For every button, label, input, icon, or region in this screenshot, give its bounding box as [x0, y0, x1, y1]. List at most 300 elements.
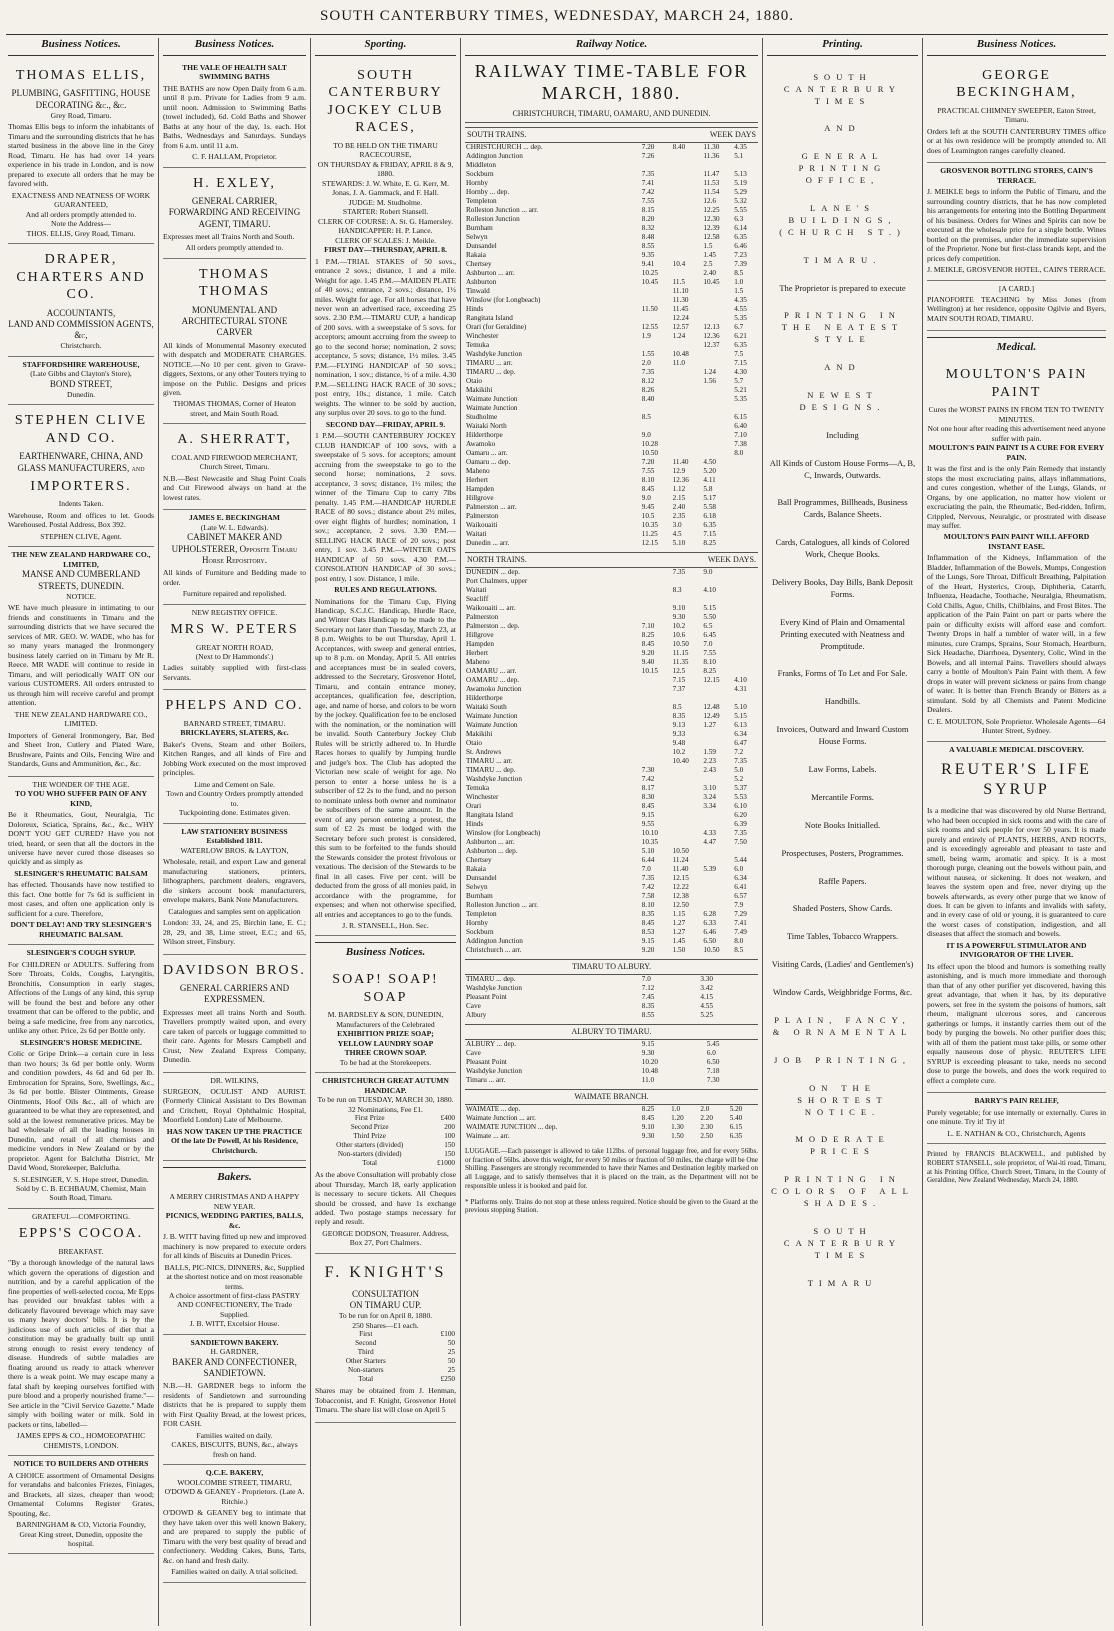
printing-line: PRINTING IN THE NEATEST STYLE	[781, 310, 904, 345]
train-time: 1.5	[734, 286, 744, 295]
station-name: Chertsey	[466, 855, 492, 864]
table-row	[465, 269, 758, 278]
station-name: Otaio	[466, 376, 482, 385]
ad-body: Ladies suitably supplied with first-class Servants.	[163, 663, 306, 682]
train-time: 6.35	[703, 520, 716, 529]
table-row	[465, 874, 758, 883]
table-row	[465, 1040, 758, 1049]
ad-title: MRS W. PETERS	[170, 622, 299, 638]
train-time: 8.40	[641, 394, 655, 403]
ad-title: SOUTH CANTERBURY JOCKEY CLUB RACES,	[327, 67, 444, 136]
ad-line: EARTHENWARE, CHINA, AND GLASS MANUFACTURERS, and	[17, 451, 145, 473]
train-time: 8.0	[734, 448, 744, 457]
train-time: 9.10	[672, 603, 686, 612]
train-time: 5.0	[734, 765, 744, 774]
table-row	[465, 928, 758, 937]
train-time: 7.23	[734, 250, 747, 259]
table-row	[465, 676, 758, 685]
train-time: 1.55	[641, 349, 655, 358]
column-header: Business Notices.	[163, 38, 306, 56]
train-time	[733, 503, 758, 512]
table-row	[465, 631, 758, 640]
ad-title: DR. WILKINS,	[210, 1075, 259, 1085]
printing-line: NEWEST DESIGNS.	[799, 390, 886, 412]
prize-row	[315, 1150, 456, 1159]
ad-line: CAKES, BISCUITS, BUNS, &c., always fresh on hand.	[171, 1440, 298, 1459]
ad-body: It was the first and is the only Pain Remedy that instantly stops the most excruciating pains, allays inflammations, and cures congestion, whether of the Lungs, Glands, or Organs, by one application, no matter how violent or excruciating the pain, the Rheumatic, Bed-ridden, Infirm, Crippled, Nervous, Neuralgic, or prostrated with disease may suffer.	[927, 464, 1106, 530]
station-name: Timaru ... arr.	[466, 1075, 506, 1084]
table-row	[465, 757, 758, 766]
train-time: 8.48	[641, 232, 655, 241]
train-time	[641, 287, 672, 296]
prize-value: 25	[447, 1366, 455, 1375]
train-time	[672, 449, 703, 458]
table-row	[465, 1132, 758, 1141]
train-time: 9.55	[641, 819, 655, 828]
printing-line: ON THE SHORTEST NOTICE.	[797, 1082, 888, 1117]
ad-body: As the above Consultation will probably close about Thursday, March 18, early application is necessary to secure tickets. All Cheques should be crossed, and have 1s exchange added. Two postage stamps necessary for reply and result.	[315, 1170, 456, 1227]
station-name: Ashburton ... dep.	[466, 846, 518, 855]
train-time: 8.5	[734, 268, 744, 277]
train-time	[702, 350, 733, 359]
train-time: 4.50	[703, 457, 716, 466]
train-time	[702, 739, 733, 748]
train-time: 6.34	[734, 873, 747, 882]
ad-title: JAMES E. BECKINGHAM	[189, 513, 280, 523]
train-time	[672, 224, 703, 233]
printing-line: Delivery Books, Day Bills, Bank Deposit Forms.	[772, 577, 913, 599]
station-name: Middleton	[466, 160, 496, 169]
prize-row	[315, 1375, 456, 1384]
table-row	[465, 658, 758, 667]
ad-body: 1 P.M.—SOUTH CANTERBURY JOCKEY CLUB HANDICAP of 100 sovs, with a sweepstake of 5 sovs. for acceptors; amount accruing from the sweepstake to go to the second horse; nominations, 2 sovs. acceptance, 3 sovs; distance, 1½ miles; the winner of the Timaru Cup to carry 7lbs penalty. 1.45 P.M.—HANDICAP HURDLE RACE of 80 sovs.; distance about 2½ miles, over eight flights of hurdles; nomination, 1 sov.; acceptance, 2 sovs. 3.30 P.M.—SELLING HACK RACE of 20 sovs.; post entry, 1 sov. 3.45 P.M.—WINTER OATS HANDICAP of 50 sovs. 4.30 P.M.—CONSOLATION HANDICAP of 30 sovs.; post entry, 1 sov. Distance, 1 mile.	[315, 431, 456, 583]
ad-body: Purely vegetable; for use internally or externally. Cures in one minute. Try it! Try it!	[927, 1107, 1106, 1127]
train-time: 10.2	[672, 747, 686, 756]
train-time	[702, 775, 733, 784]
ad-body: Its effect upon the blood and humors is something really astonishing, and is much more immediate and thorough than that of any other purifier yet discovered, having this great advantage, that when it has, by its depurative powers, set free in the system the poisons of humors, salt rheum, malignant ulcerous sores, and cancerous gatherings or lumps, it instantly carries them out of the body by purging the bowels. No other purifier does this; with all of them the patient must take pills, or some other equally nauseous dose of physic. REUTER'S LIFE SYRUP is exceeding pleasant to take, needs no second dose to purge the bowels, and does the work required to effect a complete cure.	[927, 961, 1106, 1085]
ad-line: BALLS, PIC-NICS, DINNERS, &c, Supplied at the shortest notice and on most reasonable terms.	[164, 1262, 305, 1291]
train-time: 5.20	[729, 1104, 743, 1113]
station-name: Addington Junction	[466, 151, 523, 160]
train-time: 12.36	[672, 475, 689, 484]
train-time: 10.4	[672, 259, 686, 268]
column-header: Business Notices.	[927, 38, 1106, 56]
station-name: Orari	[466, 801, 482, 810]
ad-reuter	[927, 742, 1106, 1094]
ad-title: THE VALE OF HEALTH SALT SWIMMING BATHS	[182, 62, 287, 82]
table-row	[465, 919, 758, 928]
train-time: 6.28	[703, 909, 716, 918]
train-time	[733, 530, 758, 539]
table-row	[465, 667, 758, 676]
ad-waterlow	[163, 824, 306, 955]
train-time: 1.27	[703, 720, 716, 729]
train-time: 9.30	[672, 612, 686, 621]
train-time: 7.20	[641, 142, 655, 151]
ad-peters	[163, 605, 306, 691]
train-time: 7.15	[703, 529, 716, 538]
train-time: 11.40	[672, 864, 689, 873]
train-time	[702, 892, 733, 901]
ad-body: "By a thorough knowledge of the natural laws which govern the operations of digestion and nutrition, and by a careful application of the fine properties of well-selected cocoa, Mr Epps has provided our breakfast tables with a delicately flavoured beverage which may save us many heavy doctors' bills. It is by the judicious use of such articles of diet that a constitution may be gradually built up until strong enough to resist every tendency of disease. Hundreds of subtle maladies are floating around us ready to attack wherever there is a weak point. We may escape many a fatal shaft by keeping ourselves fortified with pure blood and a properly nourished frame."—See article in the "Civil Service Gazette." Made simply with boiling water or milk. Sold in packets or tins, labelled—	[8, 1258, 154, 1429]
printing-line: Time Tables, Tobacco Wrappers.	[786, 931, 899, 942]
south-trains-table	[465, 143, 758, 548]
ad-line: YELLOW LAUNDRY SOAP	[337, 1038, 434, 1048]
train-time: 8.15	[641, 205, 655, 214]
ad-line: (Late Gibbs and Clayton's Store),	[30, 369, 132, 379]
train-time: 8.35	[672, 711, 686, 720]
train-time: 5.55	[734, 205, 747, 214]
table-row	[465, 197, 758, 206]
ad-line: MOULTON'S PAIN PAINT IS A CURE FOR EVERY PAIN.	[928, 443, 1105, 462]
printing-line: Window Cards, Weighbridge Forms, &c.	[772, 987, 913, 998]
timetable-section-header	[465, 127, 758, 143]
train-time	[733, 595, 758, 604]
ad-body: Shares may be obtained from J. Henman, Tobacconist, and F. Knight, Grosvenor Hotel Timaru. The share list will close on April 5	[315, 1386, 456, 1415]
table-row	[465, 323, 758, 332]
train-time: 9.15	[641, 1039, 655, 1048]
train-time: 4.47	[703, 837, 716, 846]
ad-line: LAND AND COMMISSION AGENTS, &c,	[8, 318, 154, 341]
ad-signature: THOS. ELLIS, Grey Road, Timaru.	[26, 228, 136, 238]
train-time	[733, 458, 758, 467]
ad-line: EXACTNESS AND NEATNESS OF WORK GUARANTEED,	[11, 190, 151, 210]
train-time: 11.35	[672, 657, 689, 666]
train-time: 4.11	[703, 475, 716, 484]
prize-row	[315, 1123, 456, 1132]
table-row	[465, 1049, 758, 1058]
station-name: TIMARU ... dep.	[466, 765, 516, 774]
train-time	[672, 577, 703, 586]
train-time: 11.30	[703, 142, 720, 151]
train-time: 1.24	[703, 367, 716, 376]
train-time: 7.30	[641, 765, 655, 774]
table-row	[465, 467, 758, 476]
station-name: Hillgrove	[466, 493, 494, 502]
train-time	[702, 161, 733, 170]
train-time	[641, 341, 672, 350]
train-time: 8.12	[641, 376, 655, 385]
station-name: Rangitata Island	[466, 313, 513, 322]
ad-line: HANDICAPPER: H. P. Lance.	[338, 226, 433, 236]
north-trains-table	[465, 568, 758, 955]
ad-body: Baker's Ovens, Steam and other Boilers, Kitchen Ranges, and all kinds of Fire and Jobbing Work executed on the most improved principles.	[163, 739, 306, 778]
prize-value: 150	[444, 1141, 455, 1150]
ad-title: BARRY'S PAIN RELIEF,	[974, 1096, 1059, 1106]
table-row	[465, 395, 758, 404]
prize-label: Third	[357, 1348, 374, 1357]
train-time: 12.9	[672, 466, 686, 475]
column-3	[310, 38, 460, 1626]
train-time: 8.45	[641, 639, 655, 648]
train-time	[641, 296, 672, 305]
prize-label: Total	[362, 1159, 378, 1168]
ad-body: Warehouse, Room and offices to let. Goods Warehoused. Postal Address, Box 392.	[8, 510, 154, 530]
train-time: 1.20	[671, 1113, 684, 1122]
train-time: 9.33	[672, 729, 686, 738]
station-name: Sockburn	[466, 169, 494, 178]
train-time: 8.55	[641, 241, 655, 250]
train-time: 4.15	[700, 992, 713, 1001]
ad-title: DAVIDSON BROS.	[163, 962, 306, 978]
train-time: 6.47	[734, 738, 747, 747]
ad-line: CLERK OF SCALES: J. Meikle.	[335, 235, 436, 245]
train-time: 5.58	[703, 502, 716, 511]
ad-line: ON THURSDAY & FRIDAY, APRIL 8 & 9, 1880.	[317, 159, 454, 179]
ad-epps-cocoa	[8, 1209, 154, 1456]
ad-line: Cures the WORST PAINS IN FROM TEN TO TWENTY MINUTES.	[928, 405, 1105, 424]
train-time: 11.50	[641, 304, 658, 313]
ad-beckingham	[163, 510, 306, 604]
train-time: 1.27	[672, 927, 686, 936]
train-time	[641, 422, 672, 431]
train-time	[733, 667, 758, 676]
ad-line: STARTER: Robert Stansell.	[342, 207, 429, 217]
ad-body: All kinds of Furniture and Bedding made to order.	[163, 568, 306, 587]
station-name: Waimate Junction	[466, 720, 518, 729]
table-row	[465, 287, 758, 296]
ad-title: GROSVENOR BOTTLING STORES, CAIN'S TERRACE.	[940, 166, 1093, 185]
printing-line: SOUTH CANTERBURY TIMES	[783, 71, 902, 106]
station-name: Oamaru ... dep.	[466, 457, 511, 466]
ad-line: THREE CROWN SOAP.	[344, 1048, 427, 1058]
train-time: 8.32	[641, 223, 655, 232]
printing-line: Law Forms, Labels.	[808, 764, 877, 775]
train-time: 5.39	[703, 864, 716, 873]
prize-row	[315, 1159, 456, 1168]
ad-line: Furniture repaired and repolished.	[182, 589, 287, 599]
station-name: Washdyke Junction	[466, 774, 522, 783]
table-row	[465, 404, 758, 413]
train-time: 8.0	[734, 936, 744, 945]
train-time	[672, 242, 703, 251]
station-name: Winslow (for Longbeach)	[466, 828, 541, 837]
train-time: 6.34	[734, 729, 747, 738]
ad-title: THOMAS THOMAS	[198, 266, 271, 300]
train-time: 1.45	[703, 250, 716, 259]
ad-nz-hardware	[8, 547, 154, 776]
ad-body: has effected. Thousands have now testified to this fact. One bottle for 7s 6d is sufficient in most cases, and often one application only is sufficient for a cure. Therefore,	[8, 880, 154, 918]
table-row	[465, 748, 758, 757]
train-time: 12.30	[703, 214, 720, 223]
train-time: 12.57	[672, 322, 689, 331]
printing-line: Including	[826, 429, 859, 440]
ad-title: STEPHEN CLIVE AND CO.	[14, 413, 148, 446]
table-row	[465, 422, 758, 431]
ad-line: 250 Shares—£1 each.	[352, 1320, 419, 1330]
train-time	[641, 404, 672, 413]
train-time: 5.50	[703, 612, 716, 621]
train-time: 4.31	[734, 684, 747, 693]
ad-qce-bakery	[163, 1465, 306, 1582]
table-row	[465, 595, 758, 604]
ad-title: MOULTON'S PAIN PAINT	[945, 367, 1088, 400]
ad-body: London: 33, 24, and 25, Birchin lane, E. C.; 28, 29, and 38, Lime street, E.C.; and 65, Wilson street, Finsbury.	[163, 918, 306, 947]
train-time: 2.15	[672, 493, 686, 502]
ad-body: All kinds of Monumental Masonry executed with despatch and MODERATE CHARGES. NOTICE.—No 10 per cent. given to Grave-diggers, Sextons, or any other Touters trying to impose on the Public. Designs and prices given.	[163, 340, 306, 397]
table-row	[465, 350, 758, 359]
ad-gardner	[163, 1335, 306, 1465]
station-name: Christchurch ... arr.	[466, 945, 522, 954]
ad-line: 32 Nominations, Fee £1.	[348, 1104, 423, 1114]
table-row	[465, 993, 758, 1002]
train-time	[641, 721, 672, 730]
train-time	[702, 359, 733, 368]
ad-line: Note the Address—	[51, 219, 111, 229]
ad-moulton	[927, 359, 1106, 741]
table-row	[465, 476, 758, 485]
ad-body: WE have much pleasure in intimating to our friends and constituents in Timaru and the surrounding districts that we have secured the services of MR. GEO. W. WADE, who has for so many years managed the Ironmongery business lately carried on in Timaru by Mr R. Reece. MR WADE will continue to reside in Timaru, and will periodically WAIT ON our various CUSTOMERS. All orders entrusted to us through him will receive careful and prompt attention.	[8, 603, 154, 708]
ad-line: FIRST DAY—THURSDAY, APRIL 8.	[324, 245, 447, 255]
train-time: 5.45	[706, 1039, 720, 1048]
table-row	[465, 838, 758, 847]
train-time: 4.55	[734, 304, 747, 313]
ad-line: IMPORTERS.	[30, 478, 132, 494]
train-time: 11.0	[672, 358, 685, 367]
train-time	[641, 685, 672, 694]
train-time: 5.15	[734, 711, 747, 720]
table-row	[465, 793, 758, 802]
train-time	[733, 586, 758, 595]
ad-line: (Next to Dr Hammonds'.)	[195, 652, 274, 661]
train-time: 9.0	[703, 567, 713, 576]
table-row	[465, 883, 758, 892]
train-time	[672, 413, 703, 422]
station-name: Makikihi	[466, 385, 493, 394]
train-time: 7.12	[641, 983, 655, 992]
column-header: Business Notices.	[8, 38, 154, 56]
train-time: 11.15	[672, 648, 689, 657]
ad-body: Orders left at the SOUTH CANTERBURY TIMES office or at his own residence will be promptly attended to. All does of Leamington ranges carefully cleaned.	[927, 126, 1106, 155]
ad-line: Grey Road, Timaru.	[50, 110, 112, 120]
section-label: SOUTH TRAINS.	[467, 129, 527, 139]
train-time: 6.44	[641, 855, 655, 864]
train-time	[641, 568, 672, 577]
train-time: 7.50	[734, 837, 747, 846]
train-time: 5.35	[734, 394, 747, 403]
train-time: 6.15	[729, 1122, 743, 1131]
table-row	[465, 685, 758, 694]
train-time: 8.45	[641, 1113, 655, 1122]
printing-line: Prospectuses, Posters, Programmes.	[781, 847, 904, 858]
ad-wilkins	[163, 1073, 306, 1162]
table-row	[465, 539, 758, 548]
train-time: 11.25	[641, 529, 658, 538]
train-time	[702, 847, 733, 856]
train-time: 12.50	[672, 900, 689, 909]
train-time: 6.39	[734, 819, 747, 828]
table-row	[465, 233, 758, 242]
train-time	[641, 748, 672, 757]
train-time	[641, 595, 672, 604]
train-time: 5.44	[734, 855, 747, 864]
train-time: 6.46	[734, 241, 747, 250]
train-time: 9.15	[641, 936, 655, 945]
train-time: 8.25	[641, 630, 655, 639]
station-name: Dunsandel	[466, 241, 497, 250]
train-time: 5.10	[672, 538, 686, 547]
ad-body: Thomas Ellis begs to inform the inhabitants of Timaru and the surrounding districts that he has started business in the above line in the Grey Road, Timaru. He has had over 14 years experience in his trade in London, and is now prepared to execute all orders that he may be favored with.	[8, 122, 154, 189]
ad-line: MONUMENTAL AND ARCHITECTURAL STONE CARVER	[181, 304, 288, 338]
prize-row	[315, 1330, 456, 1339]
station-name: Waitaki South	[466, 702, 507, 711]
table-row	[465, 206, 758, 215]
table-row	[465, 251, 758, 260]
station-name: Hornby ... dep.	[466, 187, 510, 196]
station-name: Cave	[466, 1048, 481, 1057]
ad-line: JUDGE: M. Studholme.	[348, 197, 423, 207]
ad-title: F. KNIGHT'S	[324, 1263, 447, 1281]
train-time	[672, 838, 703, 847]
prize-value: 100	[444, 1132, 455, 1141]
ad-signature: BARNINGHAM & CO, Victoria Foundry, Great King street, Dunedin, opposite the hospital.	[16, 1520, 146, 1548]
station-name: Templeton	[466, 909, 497, 918]
train-time: 6.15	[734, 412, 747, 421]
train-time: 4.5	[672, 529, 682, 538]
train-time: 3.10	[703, 783, 716, 792]
ad-line: WOOLCOMBE STREET, TIMARU,	[177, 1477, 292, 1487]
ad-line: PRACTICAL CHIMNEY SWEEPER, Eaton Street, Timaru.	[937, 105, 1096, 125]
train-time	[702, 595, 733, 604]
station-name: Waimate Junction	[466, 394, 518, 403]
ad-signature: STEPHEN CLIVE, Agent.	[40, 531, 122, 541]
printing-line: Invoices, Outward and Inward Custom House Forms.	[776, 724, 909, 747]
train-time: 12.58	[703, 232, 720, 241]
train-time: 8.10	[641, 900, 655, 909]
train-time	[702, 386, 733, 395]
ad-jockey-club-races	[315, 60, 456, 937]
station-name: Port Chalmers, upper	[466, 576, 528, 585]
platform-footnote: * Platforms only. Trains do not stop at these unless required. Notice should be given to the Guard at the previous stopping Station.	[465, 1197, 758, 1215]
train-time	[641, 739, 672, 748]
train-time: 7.29	[734, 909, 747, 918]
train-time: 2.35	[672, 511, 686, 520]
table-row	[465, 640, 758, 649]
train-time: 11.10	[672, 286, 689, 295]
station-name: Washdyke Junction	[466, 983, 522, 992]
train-time: 4.35	[734, 142, 747, 151]
train-time: 2.30	[700, 1122, 713, 1131]
ad-line: Sold by C. B. ECHBAUM, Chemist, Main South Road, Timaru.	[16, 1183, 146, 1203]
ad-body: N.B.—H. GARDNER begs to inform the residents of Sandietown and surrounding districts that he is prepared to supply them with First Quality Bread, at the lowest prices, FOR CASH.	[163, 1381, 306, 1429]
station-name: Hinds	[466, 304, 484, 313]
train-time: 11.47	[703, 169, 720, 178]
train-time: 6.35	[729, 1131, 743, 1140]
section-header: Bakers.	[163, 1167, 306, 1185]
masthead: SOUTH CANTERBURY TIMES, WEDNESDAY, MARCH 24, 1880.	[320, 8, 794, 24]
ad-line: EXHIBITION PRIZE SOAP;	[337, 1029, 434, 1039]
train-time: 7.20	[641, 457, 655, 466]
train-time: 9.15	[641, 810, 655, 819]
table-row	[465, 1123, 758, 1132]
ad-title: THE NEW ZEALAND HARDWARE CO., LIMITED,	[11, 550, 151, 569]
ad-line: Not one hour after reading this advertisement need anyone suffer with pain.	[927, 424, 1106, 443]
ad-line: Families waited on daily.	[196, 1430, 273, 1440]
ad-line: Lime and Cement on Sale.	[194, 779, 275, 789]
prize-value: £1000	[437, 1159, 455, 1168]
printing-advertisement	[767, 72, 918, 1290]
train-time: 10.10	[641, 828, 658, 837]
ad-line: NEW REGISTRY OFFICE.	[191, 607, 278, 617]
ad-body: PIANOFORTE TEACHING by Miss Jones (from Wellington) at her residence, opposite Ogilvie and Byers, MAIN SOUTH ROAD, TIMARU.	[927, 294, 1106, 323]
train-time: 7.15	[672, 675, 686, 684]
ad-line: REUTER'S LIFE SYRUP	[941, 761, 1092, 799]
train-time: 5.20	[703, 466, 716, 475]
train-time: 7.55	[703, 648, 716, 657]
ad-line: BAKER AND CONFECTIONER, SANDIETOWN.	[172, 1356, 297, 1379]
station-name: Waikouaiti	[466, 520, 498, 529]
timetable-title: RAILWAY TIME-TABLE FOR MARCH, 1880.	[474, 60, 749, 104]
